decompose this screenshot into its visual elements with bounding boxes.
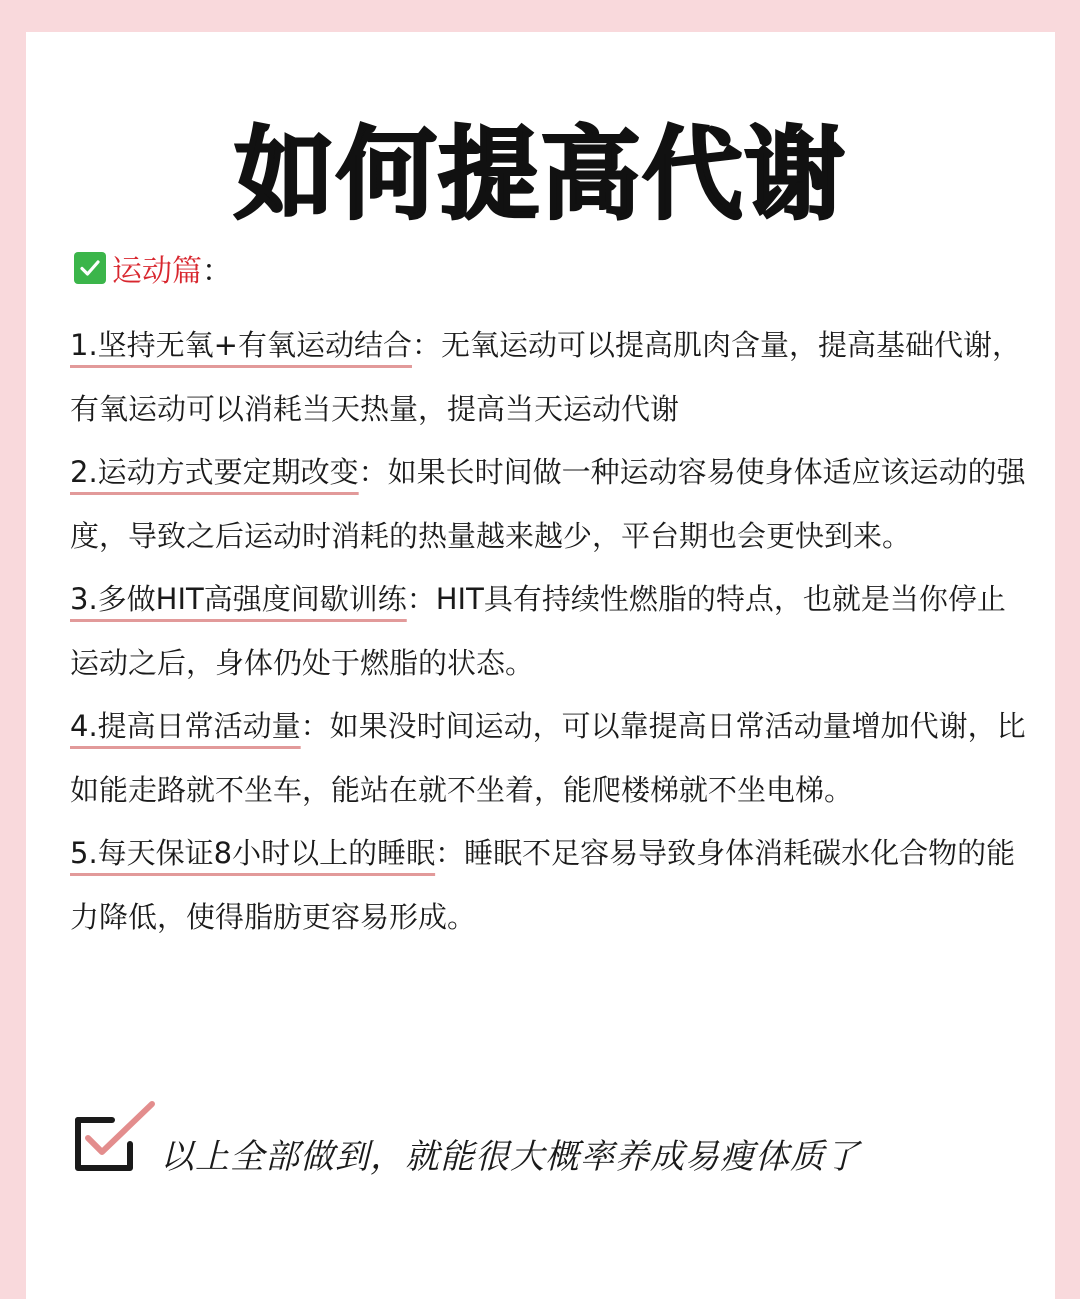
list-item (70, 314, 1030, 441)
section-heading (74, 246, 232, 290)
item-heading: 5.每天保证8小时以上的睡眠 (70, 836, 436, 870)
item-body: ：无氧运动可以提高肌肉含量，提高基础代谢，有氧运动可以消耗当天热量，提高当天运动代谢 (70, 328, 1021, 426)
footer-note (72, 1098, 1032, 1208)
item-body: ：HIT具有持续性燃脂的特点，也就是当你停止运动之后，身体仍处于燃脂的状态。 (70, 582, 1006, 680)
item-heading: 3.多做HIT高强度间歇训练 (70, 582, 407, 616)
content-card (26, 32, 1055, 1299)
check-mark-button-icon (74, 252, 106, 284)
checkbox-checked-icon (72, 1098, 162, 1178)
item-body: ：睡眠不足容易导致身体消耗碳水化合物的能力降低，使得脂肪更容易形成。 (70, 836, 1016, 934)
list-item (70, 441, 1030, 568)
list-item (70, 568, 1030, 695)
list-item (70, 822, 1030, 949)
list-item (70, 695, 1030, 822)
tips-list (70, 314, 1030, 949)
section-label: 运动篇 (112, 254, 202, 289)
item-heading: 4.提高日常活动量 (70, 709, 301, 743)
item-body: ：如果长时间做一种运动容易使身体适应该运动的强度，导致之后运动时消耗的热量越来越少，平台期也会更快到来。 (70, 455, 1026, 553)
item-heading: 1.坚持无氧+有氧运动结合 (70, 328, 412, 362)
page-title: 如何提高代谢 (234, 116, 847, 233)
footer-text: 以上全部做到，就能很大概率养成易瘦体质了 (160, 1137, 860, 1177)
item-body: ：如果没时间运动，可以靠提高日常活动量增加代谢，比如能走路就不坐车，能站在就不坐着，能爬楼梯就不坐电梯。 (70, 709, 1026, 807)
item-heading: 2.运动方式要定期改变 (70, 455, 359, 489)
section-colon: ： (202, 254, 232, 289)
